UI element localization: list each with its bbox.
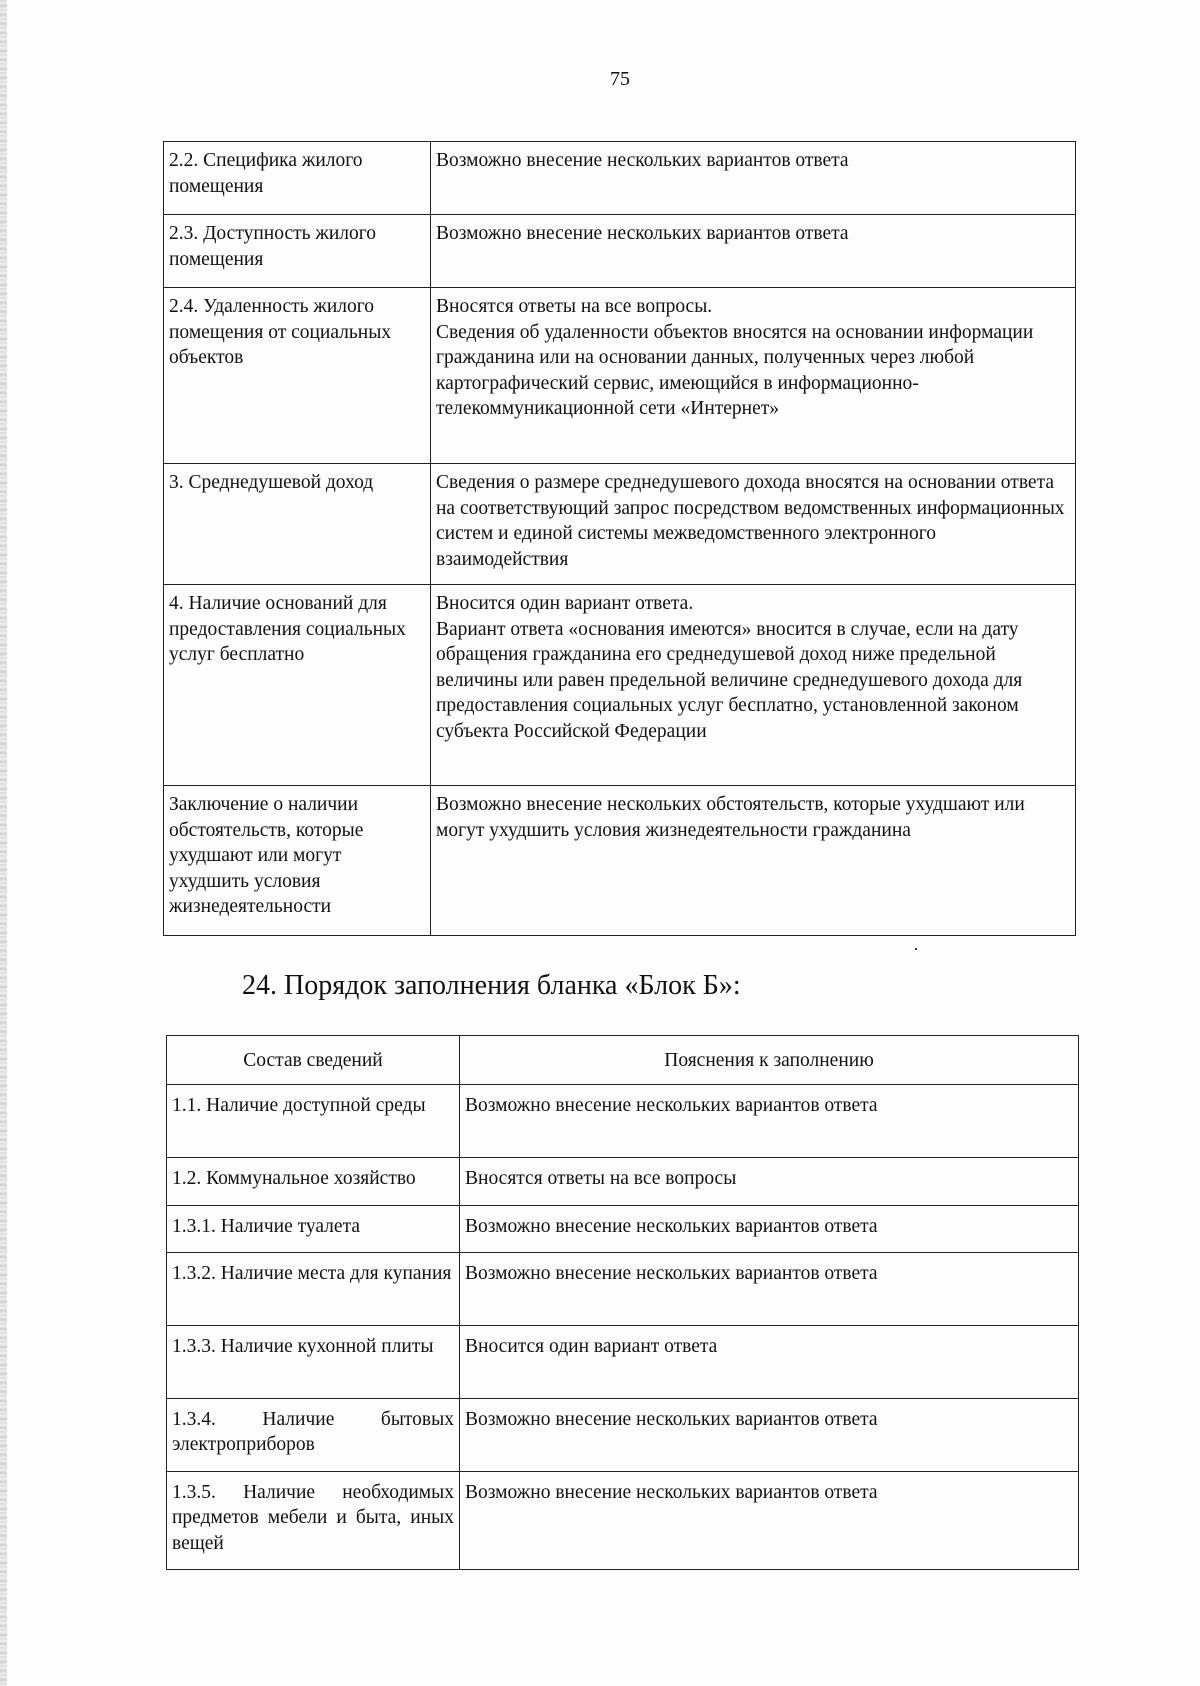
page-number: 75 [610,68,630,90]
row-text: Вносится один вариант ответа. Вариант ответа «основания имеются» вносится в случае, если на дату обращения гражданина его среднедушевой доход ниже предельной величины или равен предельной величине среднедушевого дохода для предоставления социальных услуг бесплатно, установленной законом субъекта Российской Федерации [431,585,1076,786]
row-label: 1.3.1. Наличие туалета [167,1205,460,1252]
row-text: Возможно внесение нескольких вариантов ответа [431,215,1076,288]
row-text: Возможно внесение нескольких обстоятельств, которые ухудшают или могут ухудшить условия жизнедеятельности гражданина [431,786,1076,936]
row-text: Сведения о размере среднедушевого дохода вносятся на основании ответа на соответствующий запрос посредством ведомственных информационных систем и единой системы межведомственного электронного взаимодействия [431,464,1076,585]
row-text: Возможно внесение нескольких вариантов ответа [460,1205,1079,1252]
table-header-row [167,1036,1079,1085]
column-header: Пояснения к заполнению [460,1036,1079,1085]
table-row [164,786,1076,936]
row-label: 2.3. Доступность жилого помещения [164,215,431,288]
row-label: Заключение о наличии обстоятельств, которые ухудшают или могут ухудшить условия жизнедеятельности [164,786,431,936]
row-label: 2.2. Специфика жилого помещения [164,142,431,215]
scan-edge [0,0,7,1686]
row-label: 3. Среднедушевой доход [164,464,431,585]
row-label: 1.3.2. Наличие места для купания [167,1252,460,1325]
row-label: 1.3.4. Наличие бытовых электроприборов [167,1398,460,1471]
row-label: 1.3.5. Наличие необходимых предметов мебели и быта, иных вещей [167,1471,460,1569]
row-text: Возможно внесение нескольких вариантов ответа [460,1471,1079,1569]
table-row [164,585,1076,786]
section-heading: 24. Порядок заполнения бланка «Блок Б»: [242,970,741,1001]
row-text: Возможно внесение нескольких вариантов ответа [460,1252,1079,1325]
table-block-b [166,1035,1079,1570]
table-row [167,1325,1079,1398]
row-text: Вносится один вариант ответа [460,1325,1079,1398]
row-text: Возможно внесение нескольких вариантов ответа [460,1084,1079,1157]
row-label: 1.3.3. Наличие кухонной плиты [167,1325,460,1398]
table-row [164,464,1076,585]
table-row [167,1252,1079,1325]
table-continuation [163,141,1076,936]
row-label: 1.2. Коммунальное хозяйство [167,1157,460,1205]
table-row [167,1398,1079,1471]
table-row [164,288,1076,464]
row-label: 2.4. Удаленность жилого помещения от социальных объектов [164,288,431,464]
table-row [167,1471,1079,1569]
table-row [167,1157,1079,1205]
table-row [167,1205,1079,1252]
table-row [164,142,1076,215]
row-text: Вносятся ответы на все вопросы [460,1157,1079,1205]
row-text: Возможно внесение нескольких вариантов ответа [431,142,1076,215]
row-label: 4. Наличие оснований для предоставления социальных услуг бесплатно [164,585,431,786]
scan-speck [915,948,917,950]
row-label: 1.1. Наличие доступной среды [167,1084,460,1157]
column-header: Состав сведений [167,1036,460,1085]
table-row [167,1084,1079,1157]
row-text: Возможно внесение нескольких вариантов ответа [460,1398,1079,1471]
row-text: Вносятся ответы на все вопросы. Сведения об удаленности объектов вносятся на основании информации гражданина или на основании данных, полученных через любой картографический сервис, имеющийся в информационно-телекоммуникационной сети «Интернет» [431,288,1076,464]
table-row [164,215,1076,288]
